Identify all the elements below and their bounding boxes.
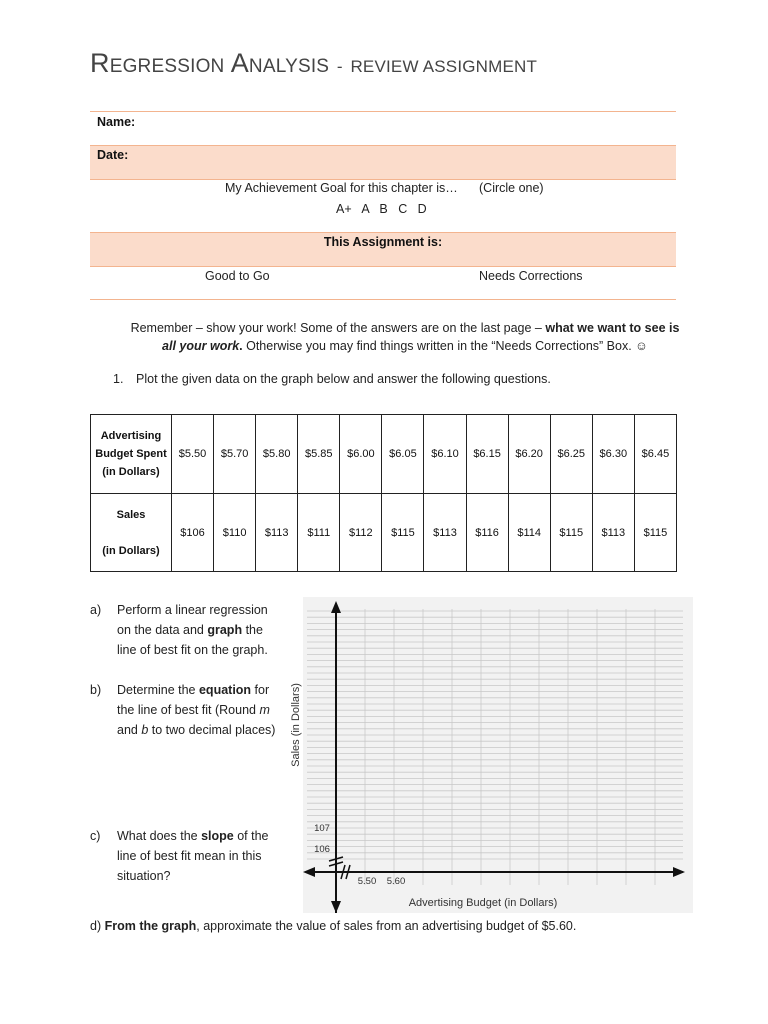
good-to-go-option: Good to Go: [205, 269, 270, 283]
budget-cell: $6.00: [340, 415, 382, 494]
budget-cell: $5.85: [298, 415, 340, 494]
instruction-text: Plot the given data on the graph below and answer the following questions.: [136, 372, 551, 386]
question-d: d) From the graph, approximate the value of sales from an advertising budget of $5.60.: [90, 919, 577, 933]
name-label: Name:: [97, 115, 136, 129]
budget-cell: $6.15: [466, 415, 508, 494]
goal-text: My Achievement Goal for this chapter is…: [225, 181, 458, 195]
budget-cell: $6.10: [424, 415, 466, 494]
table-row-header: Sales (in Dollars): [91, 494, 172, 572]
circle-one-text: (Circle one): [479, 181, 544, 195]
sales-cell: $114: [508, 494, 550, 572]
y-axis-label: Sales (in Dollars): [290, 683, 302, 767]
sales-cell: $116: [466, 494, 508, 572]
budget-cell: $6.05: [382, 415, 424, 494]
table-row: [91, 415, 677, 494]
table-row-header: Advertising Budget Spent (in Dollars): [91, 415, 172, 494]
sales-cell: $111: [298, 494, 340, 572]
sales-cell: $113: [256, 494, 298, 572]
question-c: c) What does the slope of the line of best fit mean in this situation?: [90, 829, 269, 883]
page-title: REGRESSION ANALYSIS - REVIEW ASSIGNMENT: [90, 48, 538, 78]
budget-cell: $5.80: [256, 415, 298, 494]
sales-cell: $113: [424, 494, 466, 572]
sales-cell: $110: [214, 494, 256, 572]
x-axis-label: Advertising Budget (in Dollars): [408, 897, 558, 909]
budget-cell: $5.50: [172, 415, 214, 494]
y-tick-label: 106: [314, 844, 330, 855]
x-tick-label: 5.60: [386, 876, 406, 887]
table-row: [91, 494, 677, 572]
grade-options: A+ A B C D: [336, 202, 427, 216]
y-tick-label: 107: [314, 823, 330, 834]
sales-cell: $115: [550, 494, 592, 572]
question-number: 1.: [113, 372, 124, 386]
reminder-text: Remember – show your work! Some of the answers are on the last page – what we want to see is all your work. Otherwise you may find things written in the “Needs Corrections” Box. ☺: [130, 321, 680, 353]
divider: [90, 111, 676, 112]
sales-cell: $115: [382, 494, 424, 572]
budget-cell: $6.30: [592, 415, 634, 494]
date-band: [90, 145, 676, 180]
blank-graph: [285, 595, 695, 915]
graph-background: [303, 597, 693, 913]
date-label: Date:: [97, 148, 129, 162]
sales-cell: $106: [172, 494, 214, 572]
budget-cell: $6.25: [550, 415, 592, 494]
budget-cell: $6.45: [634, 415, 676, 494]
sales-cell: $112: [340, 494, 382, 572]
x-tick-label: 5.50: [357, 876, 377, 887]
needs-corrections-option: Needs Corrections: [479, 269, 583, 283]
budget-cell: $5.70: [214, 415, 256, 494]
data-table: [90, 414, 677, 572]
sales-cell: $113: [592, 494, 634, 572]
question-b: b) Determine the equation for the line of best fit (Round m and b to two decimal places): [90, 683, 276, 737]
sales-cell: $115: [634, 494, 676, 572]
question-a: a) Perform a linear regression on the data and graph the line of best fit on the graph.: [90, 603, 268, 657]
divider: [90, 299, 676, 300]
budget-cell: $6.20: [508, 415, 550, 494]
assignment-label: This Assignment is:: [323, 235, 443, 249]
